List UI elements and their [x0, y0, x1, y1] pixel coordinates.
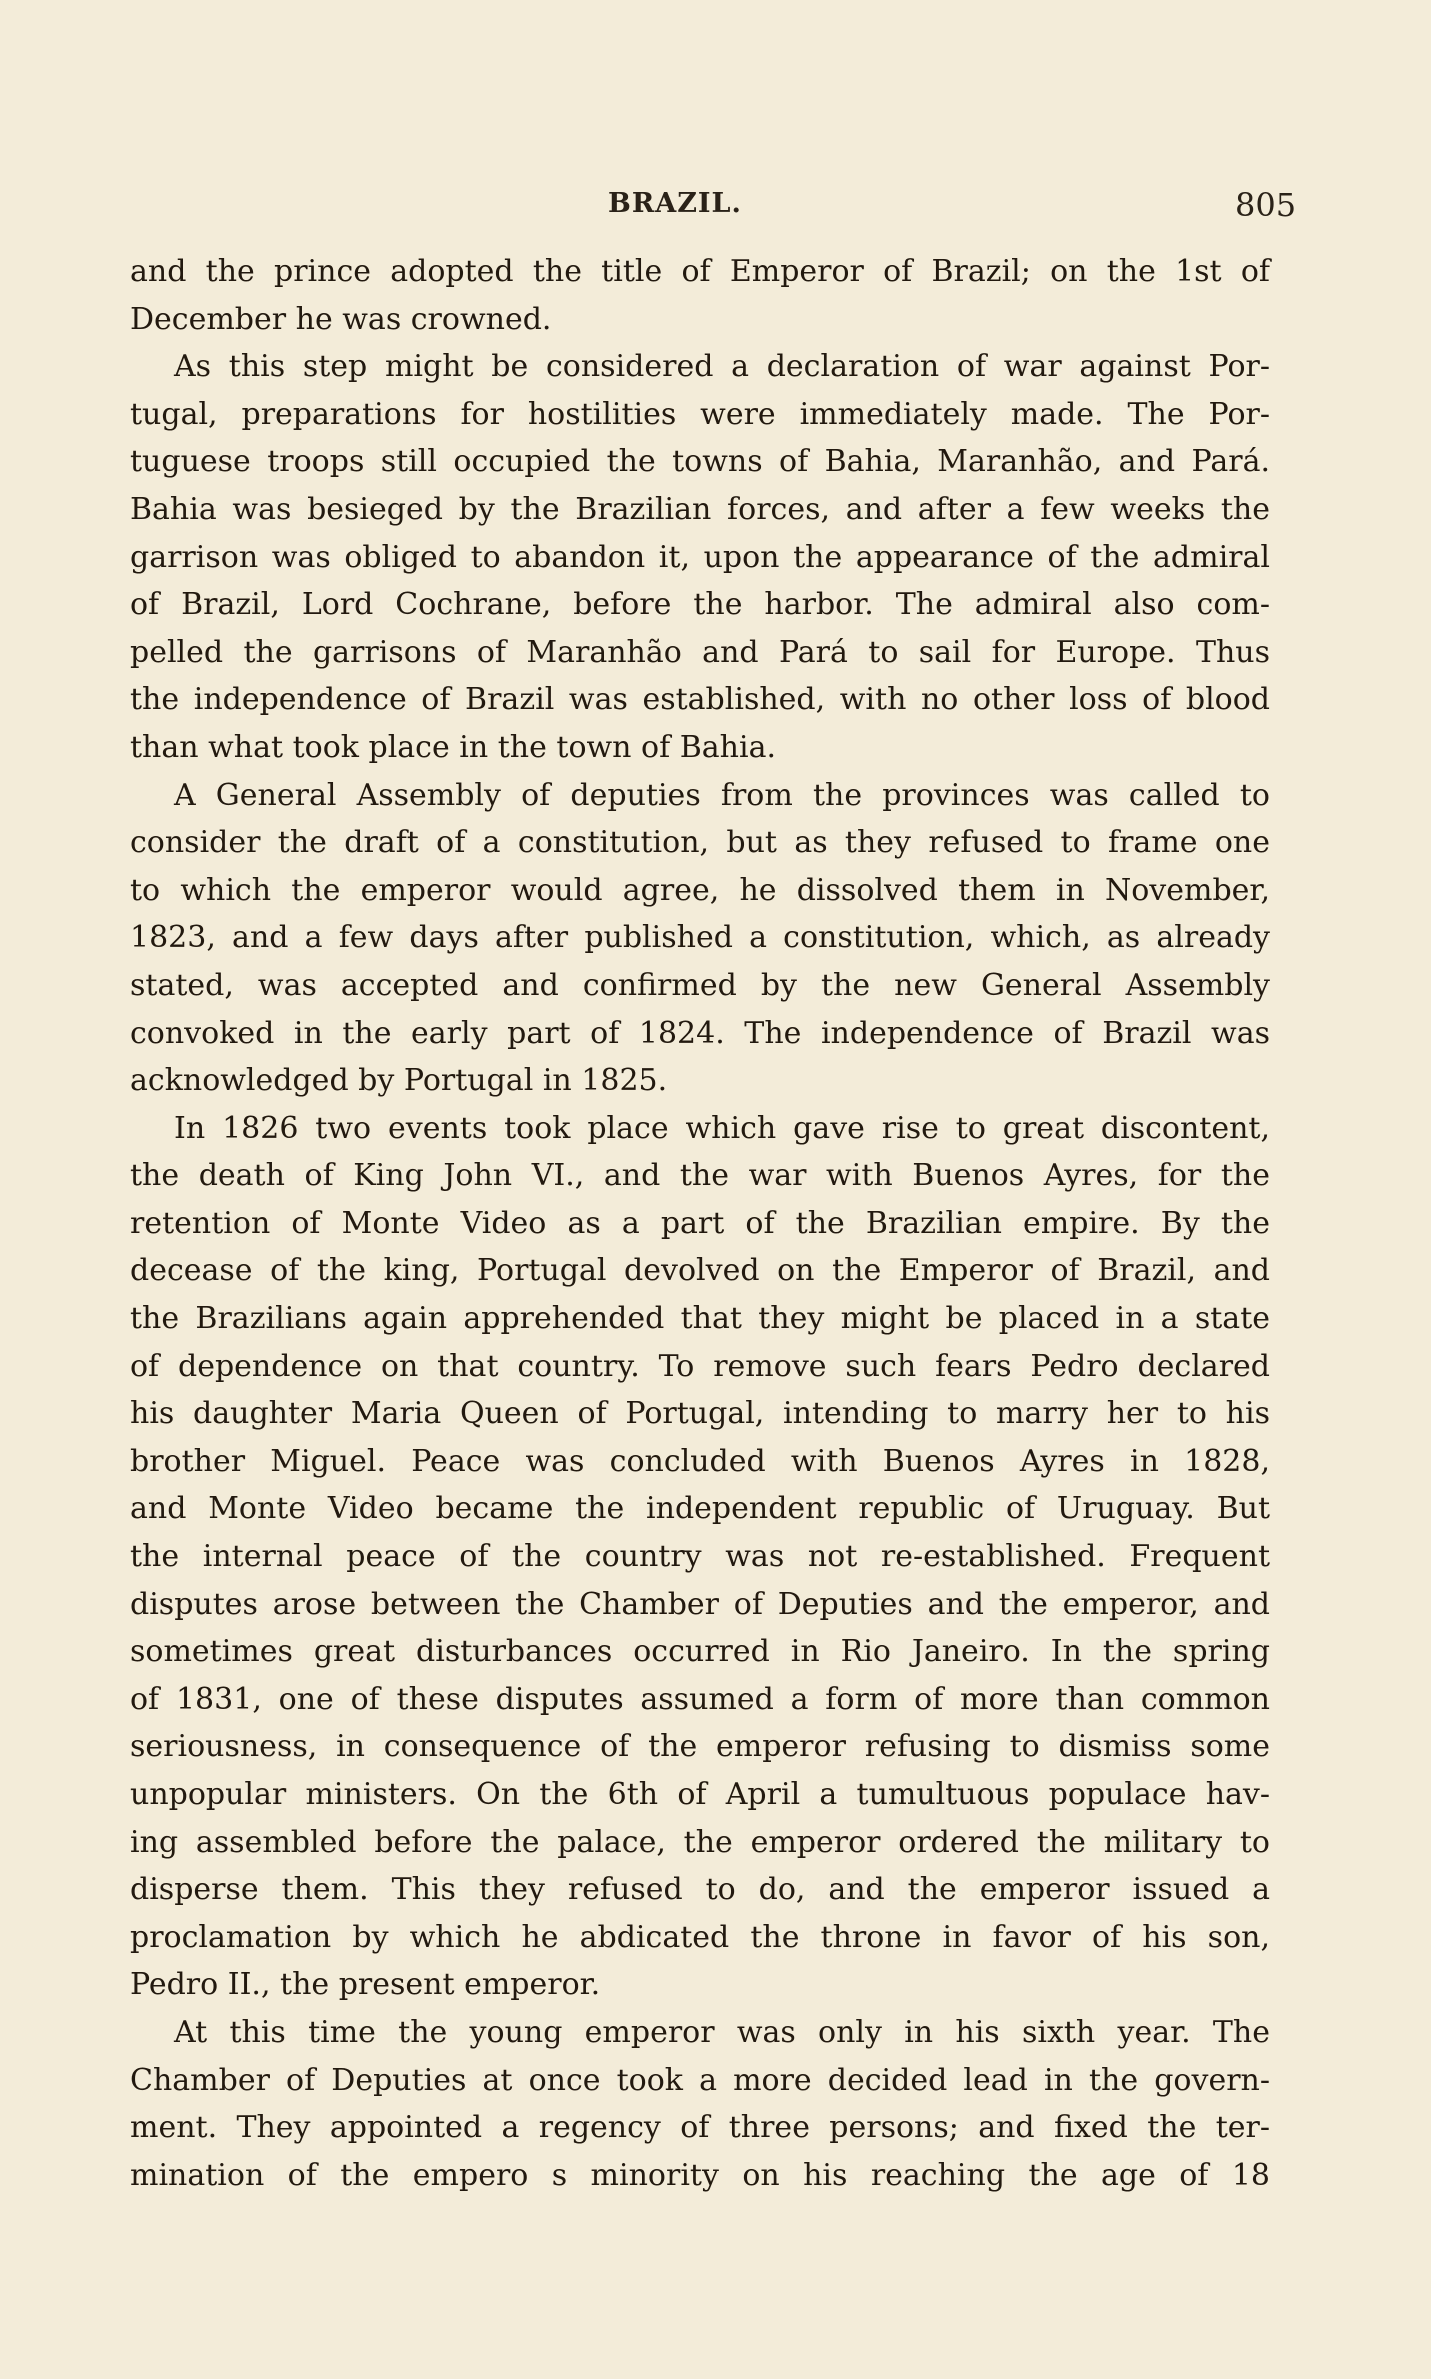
text-line: his daughter Maria Queen of Portugal, intending to marry her to his [130, 1396, 1270, 1432]
text-line: pelled the garrisons of Maranhão and Pará to sail for Europe. Thus [130, 634, 1270, 670]
text-line: seriousness, in consequence of the emperor refusing to dismiss some [130, 1729, 1270, 1765]
text-line: the independence of Brazil was established, with no other loss of blood [130, 682, 1270, 718]
text-line: brother Miguel. Peace was concluded with Buenos Ayres in 1828, [130, 1443, 1270, 1479]
text-line: stated, was accepted and confirmed by the new General Assembly [130, 967, 1270, 1003]
paragraph [130, 1105, 1270, 2009]
paragraph [130, 2009, 1270, 2199]
text-line: the death of King John VI., and the war with Buenos Ayres, for the [130, 1158, 1270, 1194]
text-line: convoked in the early part of 1824. The independence of Brazil was [130, 1015, 1270, 1051]
text-line: disputes arose between the Chamber of Deputies and the emperor, and [130, 1586, 1270, 1622]
text-line: the Brazilians again apprehended that they might be placed in a state [130, 1301, 1270, 1337]
paragraph [130, 343, 1270, 771]
text-line: retention of Monte Video as a part of the Brazilian empire. By the [130, 1205, 1270, 1241]
text-line: tugal, preparations for hostilities were immediately made. The Por- [130, 396, 1270, 432]
text-line: ment. They appointed a regency of three persons; and fixed the ter- [130, 2110, 1270, 2146]
body-text [130, 248, 1270, 2199]
paragraph [130, 248, 1270, 343]
paragraph [130, 772, 1270, 1105]
text-line: of Brazil, Lord Cochrane, before the harbor. The admiral also com- [130, 587, 1270, 623]
text-line: tuguese troops still occupied the towns of Bahia, Maranhão, and Pará. [130, 444, 1270, 480]
running-head [0, 180, 1431, 240]
text-line: At this time the young emperor was only in his sixth year. The [174, 2014, 1270, 2050]
text-line: mination of the empero s minority on his reaching the age of 18 [130, 2157, 1270, 2193]
text-line: ing assembled before the palace, the emperor ordered the military to [130, 1824, 1270, 1860]
text-line: consider the draft of a constitution, but as they refused to frame one [130, 825, 1270, 861]
text-line: acknowledged by Portugal in 1825. [130, 1063, 668, 1099]
text-line: Chamber of Deputies at once took a more decided lead in the govern- [130, 2062, 1270, 2098]
text-line: In 1826 two events took place which gave rise to great discontent, [174, 1110, 1270, 1146]
text-line: of dependence on that country. To remove such fears Pedro declared [130, 1348, 1270, 1384]
text-line: garrison was obliged to abandon it, upon the appearance of the admiral [130, 539, 1270, 575]
text-line: A General Assembly of deputies from the provinces was called to [174, 777, 1270, 813]
text-line: to which the emperor would agree, he dissolved them in November, [130, 872, 1270, 908]
text-line: the internal peace of the country was not re-established. Frequent [130, 1539, 1270, 1575]
text-line: As this step might be considered a declaration of war against Por- [174, 349, 1270, 385]
running-title: BRAZIL. [608, 188, 742, 219]
text-line: than what took place in the town of Bahia. [130, 729, 777, 765]
text-line: sometimes great disturbances occurred in Rio Janeiro. In the spring [130, 1634, 1270, 1670]
text-line: of 1831, one of these disputes assumed a form of more than common [130, 1681, 1270, 1717]
text-line: proclamation by which he abdicated the throne in favor of his son, [130, 1919, 1270, 1955]
text-line: 1823, and a few days after published a constitution, which, as already [130, 920, 1270, 956]
page-number: 805 [1235, 186, 1297, 224]
text-line: unpopular ministers. On the 6th of April a tumultuous populace hav- [130, 1777, 1270, 1812]
text-line: December he was crowned. [130, 301, 552, 337]
text-line: Pedro II., the present emperor. [130, 1967, 601, 2003]
text-line: decease of the king, Portugal devolved on the Emperor of Brazil, and [130, 1253, 1270, 1289]
text-line: disperse them. This they refused to do, and the emperor issued a [130, 1872, 1270, 1908]
text-line: and Monte Video became the independent republic of Uruguay. But [130, 1491, 1270, 1527]
text-line: Bahia was besieged by the Brazilian forces, and after a few weeks the [130, 491, 1270, 527]
text-line: and the prince adopted the title of Emperor of Brazil; on the 1st of [130, 254, 1270, 289]
